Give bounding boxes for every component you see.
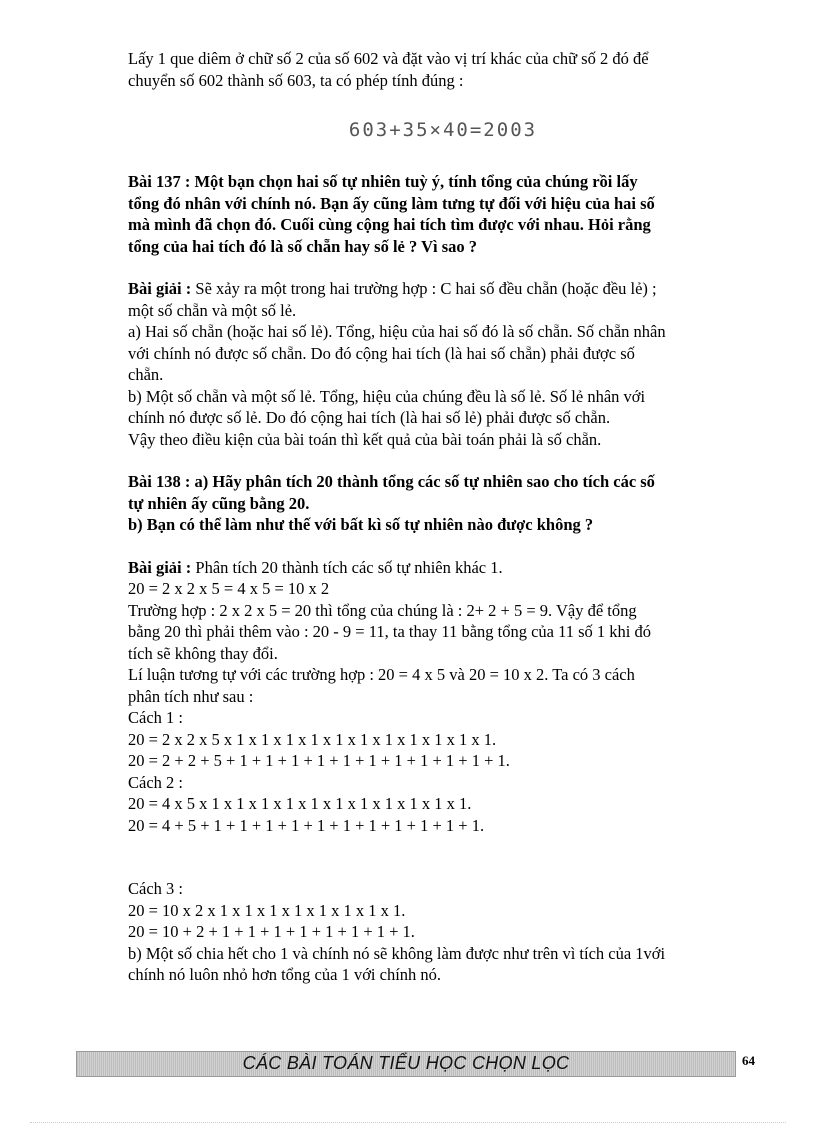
problem-line: mà mình đã chọn đó. Cuối cùng cộng hai tích tìm được với nhau. Hỏi rằng (128, 215, 651, 234)
intro-line: chuyển số 602 thành số 603, ta có phép tính đúng : (128, 70, 464, 90)
page-content (128, 48, 758, 986)
solution-line: Cách 1 : (128, 708, 183, 727)
solution-line: chính nó luôn nhỏ hơn tổng của 1 với chính nó. (128, 965, 442, 984)
solution-line: một số chẵn và một số lẻ. (128, 300, 297, 320)
solution-line: 20 = 10 x 2 x 1 x 1 x 1 x 1 x 1 x 1 x 1 x 1. (128, 900, 406, 920)
solution-line: 20 = 10 + 2 + 1 + 1 + 1 + 1 + 1 + 1 + 1 + 1. (128, 922, 415, 941)
solution-label: Bài giải : (128, 279, 192, 298)
problem-line: Bài 137 : Một bạn chọn hai số tự nhiên tuỳ ý, tính tổng của chúng rồi lấy (128, 172, 638, 191)
problem-138 (128, 471, 758, 536)
solution-line: Trường hợp : 2 x 2 x 5 = 20 thì tổng của chúng là : 2+ 2 + 5 = 9. Vậy để tổng (128, 600, 637, 620)
footer-title: CÁC BÀI TOÁN TIỂU HỌC CHỌN LỌC (242, 1053, 570, 1073)
solution-137 (128, 278, 758, 450)
solution-line (128, 557, 758, 579)
solution-line: 20 = 4 x 5 x 1 x 1 x 1 x 1 x 1 x 1 x 1 x 1 x 1 x 1 x 1. (128, 794, 472, 813)
solution-line: chính nó được số lẻ. Do đó cộng hai tích (là hai số lẻ) phải được số chẵn. (128, 408, 611, 427)
problem-line: Bài 138 : a) Hãy phân tích 20 thành tổng các số tự nhiên sao cho tích các số (128, 472, 655, 491)
solution-line: a) Hai số chẵn (hoặc hai số lẻ). Tổng, hiệu của hai số đó là số chẵn. Số chẵn nhân (128, 322, 666, 341)
equation-text: 603+35×40=2003 (348, 119, 538, 141)
page-number: 64 (742, 1053, 755, 1068)
intro-line: Lấy 1 que diêm ở chữ số 2 của số 602 và đặt vào vị trí khác của chữ số 2 đó để (128, 49, 649, 68)
solution-line: 20 = 4 + 5 + 1 + 1 + 1 + 1 + 1 + 1 + 1 + 1 + 1 + 1 + 1. (128, 815, 485, 835)
solution-line: phân tích như sau : (128, 686, 254, 706)
solution-line: 20 = 2 x 2 x 5 x 1 x 1 x 1 x 1 x 1 x 1 x 1 x 1 x 1 x 1 x 1. (128, 729, 497, 749)
solution-line: Lí luận tương tự với các trường hợp : 20 = 4 x 5 và 20 = 10 x 2. Ta có 3 cách (128, 665, 635, 684)
problem-line: b) Bạn có thể làm như thế với bất kì số tự nhiên nào được không ? (128, 515, 594, 534)
footer-banner (76, 1051, 736, 1077)
problem-line: tự nhiên ấy cũng bằng 20. (128, 493, 310, 513)
solution-line: chẵn. (128, 365, 164, 384)
solution-line: Cách 3 : (128, 879, 183, 898)
solution-line: Vậy theo điều kiện của bài toán thì kết quả của bài toán phải là số chẵn. (128, 429, 602, 449)
solution-line: tích sẽ không thay đổi. (128, 643, 278, 663)
problem-line: tổng của hai tích đó là số chẵn hay số lẻ ? Vì sao ? (128, 236, 477, 256)
solution-line: với chính nó được số chẵn. Do đó cộng hai tích (là hai số chẵn) phải được số (128, 343, 635, 363)
solution-first-text: Sẽ xảy ra một trong hai trường hợp : C hai số đều chẵn (hoặc đều lẻ) ; (191, 279, 657, 298)
solution-138 (128, 557, 758, 986)
solution-line (128, 278, 758, 300)
solution-line: 20 = 2 x 2 x 5 = 4 x 5 = 10 x 2 (128, 579, 330, 598)
solution-first-text: Phân tích 20 thành tích các số tự nhiên khác 1. (191, 557, 503, 577)
problem-line: tổng đó nhân với chính nó. Bạn ấy cũng làm tưng tự đối với hiệu của hai số (128, 193, 655, 213)
solution-line: 20 = 2 + 2 + 5 + 1 + 1 + 1 + 1 + 1 + 1 + 1 + 1 + 1 + 1 + 1. (128, 751, 510, 770)
solution-line: b) Một số chẵn và một số lẻ. Tổng, hiệu của chúng đều là số lẻ. Số lẻ nhân với (128, 386, 646, 406)
matchstick-equation (128, 119, 758, 141)
solution-line: Cách 2 : (128, 772, 183, 792)
solution-line: bằng 20 thì phải thêm vào : 20 - 9 = 11, ta thay 11 bằng tổng của 11 số 1 khi đó (128, 622, 652, 641)
solution-line: b) Một số chia hết cho 1 và chính nó sẽ không làm được như trên vì tích của 1với (128, 943, 666, 963)
problem-137 (128, 171, 758, 257)
solution-label: Bài giải : (128, 557, 192, 577)
